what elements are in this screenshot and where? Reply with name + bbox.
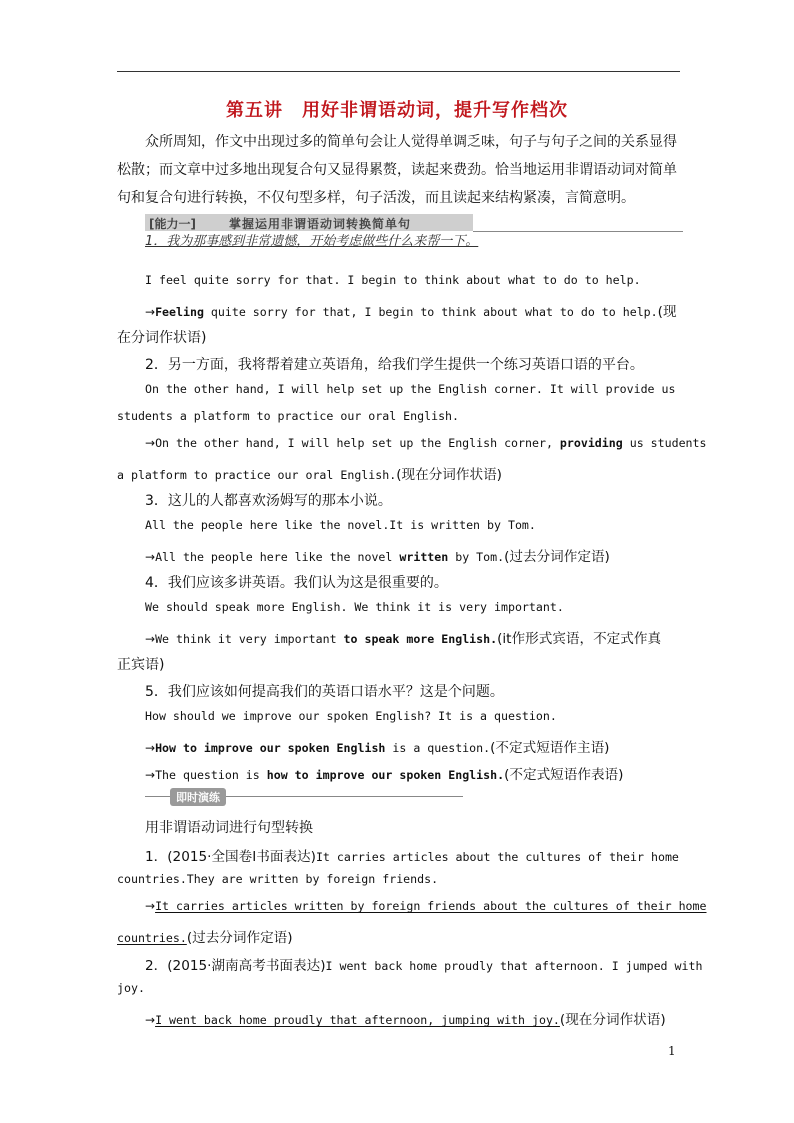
item-1-english: I feel quite sorry for that. I begin to think about what to do to help. bbox=[145, 273, 641, 287]
answer-text: The question is bbox=[155, 768, 267, 782]
question-text: I went back home proudly that afternoon. I jumped with bbox=[325, 959, 703, 973]
answer-note: (过去分词作定语) bbox=[504, 549, 610, 565]
answer-note: (it作形式宾语，不定式作真 bbox=[497, 631, 662, 647]
section-title: 掌握运用非谓语动词转换简单句 bbox=[229, 217, 412, 231]
arrow-icon: → bbox=[145, 305, 156, 319]
item-2-chinese: 2．另一方面，我将帮着建立英语角，给我们学生提供一个练习英语口语的平台。 bbox=[145, 357, 644, 373]
answer-note: (不定式短语作主语) bbox=[490, 740, 610, 756]
section-rule bbox=[473, 231, 683, 232]
answer-note: (不定式短语作表语) bbox=[504, 767, 624, 783]
question-source: 2．(2015·湖南高考书面表达) bbox=[145, 958, 326, 974]
question-text: It carries articles about the cultures of their home bbox=[315, 850, 679, 864]
answer-text: is a question. bbox=[385, 741, 491, 755]
item-1-chinese: 1．我为那事感到非常遗憾，开始考虑做些什么来帮一下。 bbox=[145, 234, 479, 249]
item-5-answer-a bbox=[145, 736, 609, 756]
answer-text: countries. bbox=[117, 931, 187, 945]
item-2-english: On the other hand, I will help set up the English corner. It will provide us bbox=[145, 382, 676, 396]
practice-q2 bbox=[145, 954, 702, 974]
item-1-note-cont: 在分词作状语) bbox=[117, 330, 207, 346]
answer-bold: How to improve our spoken English bbox=[155, 741, 386, 755]
answer-note: (过去分词作定语) bbox=[186, 930, 293, 946]
item-4-chinese: 4．我们应该多讲英语。我们认为这是很重要的。 bbox=[145, 575, 448, 591]
answer-text: On the other hand, I will help set up the English corner, bbox=[155, 436, 560, 450]
answer-bold: to speak more English. bbox=[343, 632, 498, 646]
answer-text: us students bbox=[622, 436, 707, 450]
arrow-icon: → bbox=[145, 741, 156, 755]
answer-text: quite sorry for that, I begin to think about what to do to help. bbox=[203, 305, 658, 319]
practice-q1 bbox=[145, 845, 679, 865]
arrow-icon: → bbox=[145, 550, 156, 564]
intro-line: 众所周知，作文中出现过多的简单句会让人觉得单调乏味，句子与句子之间的关系显得 bbox=[145, 134, 677, 150]
item-3-english: All the people here like the novel.It is written by Tom. bbox=[145, 518, 536, 532]
arrow-icon: → bbox=[145, 436, 156, 450]
question-source: 1．(2015·全国卷Ⅰ书面表达) bbox=[145, 849, 316, 865]
item-4-answer bbox=[145, 627, 661, 647]
item-3-answer bbox=[145, 545, 610, 565]
arrow-icon: → bbox=[145, 899, 156, 913]
header-rule bbox=[117, 71, 680, 72]
answer-text: We think it very important bbox=[155, 632, 344, 646]
intro-line: 句和复合句进行转换，不仅句型多样，句子活泼，而且读起来结构紧凑，言简意明。 bbox=[117, 190, 635, 206]
answer-note: (现在分词作状语) bbox=[559, 1012, 666, 1028]
item-5-english: How should we improve our spoken English? It is a question. bbox=[145, 709, 557, 723]
item-1-answer bbox=[145, 300, 677, 320]
answer-text: All the people here like the novel bbox=[155, 550, 400, 564]
section-header bbox=[145, 214, 473, 231]
practice-q2-cont: joy. bbox=[117, 981, 145, 995]
answer-text: It carries articles written by foreign friends about the cultures of their home bbox=[155, 899, 707, 913]
answer-text: a platform to practice our oral English. bbox=[117, 468, 397, 482]
intro-line: 松散；而文章中过多地出现复合句又显得累赘，读起来费劲。恰当地运用非谓语动词对简单 bbox=[117, 162, 677, 178]
practice-a1-cont bbox=[117, 926, 293, 946]
item-4-english: We should speak more English. We think it is very important. bbox=[145, 600, 564, 614]
practice-heading: 用非谓语动词进行句型转换 bbox=[145, 820, 313, 836]
answer-text: I went back home proudly that afternoon, jumping with joy. bbox=[155, 1013, 560, 1027]
item-2-english: students a platform to practice our oral English. bbox=[117, 409, 460, 423]
item-5-chinese: 5．我们应该如何提高我们的英语口语水平？这是个问题。 bbox=[145, 684, 504, 700]
answer-bold: providing bbox=[559, 436, 623, 450]
arrow-icon: → bbox=[145, 768, 156, 782]
page-number: 1 bbox=[668, 1044, 676, 1058]
arrow-icon: → bbox=[145, 1013, 156, 1027]
item-3-chinese: 3．这儿的人都喜欢汤姆写的那本小说。 bbox=[145, 493, 392, 509]
practice-a1 bbox=[145, 899, 707, 913]
page-title: 第五讲 用好非谓语动词，提升写作档次 bbox=[226, 100, 568, 121]
practice-divider bbox=[145, 788, 463, 804]
item-5-answer-b bbox=[145, 763, 623, 783]
item-4-note-cont: 正宾语) bbox=[117, 657, 165, 673]
arrow-icon: → bbox=[145, 632, 156, 646]
answer-note: (现在分词作状语) bbox=[396, 467, 502, 483]
answer-bold: how to improve our spoken English. bbox=[266, 768, 505, 782]
answer-bold: Feeling bbox=[155, 305, 204, 319]
practice-a2 bbox=[145, 1008, 666, 1028]
item-2-answer-cont bbox=[117, 463, 502, 483]
section-tag: [能力一] bbox=[149, 217, 196, 231]
practice-label: 即时演练 bbox=[170, 788, 226, 806]
answer-text: by Tom. bbox=[448, 550, 505, 564]
answer-bold: written bbox=[399, 550, 449, 564]
practice-q1-cont: countries.They are written by foreign friends. bbox=[117, 872, 439, 886]
answer-note: (现 bbox=[657, 304, 677, 320]
item-2-answer bbox=[145, 436, 707, 450]
